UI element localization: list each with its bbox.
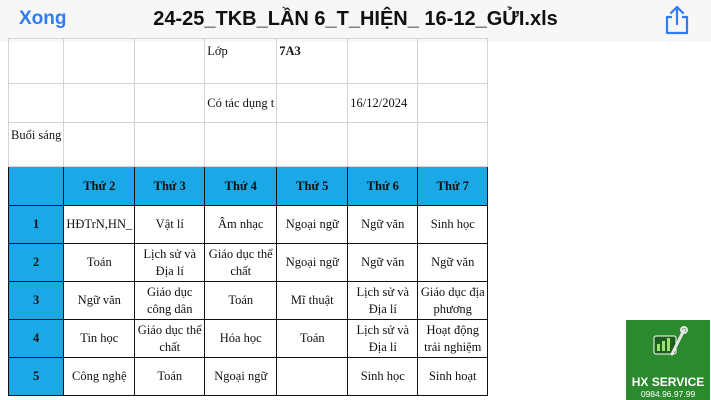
subject-cell[interactable]: Ngoại ngữ bbox=[205, 358, 277, 396]
sheet-cell[interactable] bbox=[418, 123, 488, 167]
subject-cell[interactable]: Lịch sử và Địa lí bbox=[348, 282, 418, 320]
watermark-brand: HX SERVICE bbox=[631, 375, 705, 389]
period-row bbox=[9, 244, 488, 282]
subject-cell[interactable] bbox=[277, 358, 348, 396]
sheet-cell[interactable] bbox=[9, 39, 64, 84]
sheet-cell[interactable] bbox=[277, 84, 348, 123]
share-icon[interactable] bbox=[662, 4, 692, 36]
sheet-cell[interactable] bbox=[205, 123, 277, 167]
class-value[interactable]: 7A3 bbox=[277, 39, 348, 84]
subject-cell[interactable]: Hoạt động trải nghiệm bbox=[418, 320, 488, 358]
sheet-cell[interactable] bbox=[418, 39, 488, 84]
repair-logo-icon bbox=[648, 324, 688, 364]
day-header[interactable]: Thứ 3 bbox=[135, 167, 205, 206]
period-number[interactable]: 1 bbox=[9, 206, 64, 244]
period-number[interactable]: 3 bbox=[9, 282, 64, 320]
header-corner-cell[interactable] bbox=[9, 167, 64, 206]
sheet-cell[interactable] bbox=[135, 123, 205, 167]
subject-cell[interactable]: Sinh hoạt bbox=[418, 358, 488, 396]
day-header[interactable]: Thứ 6 bbox=[348, 167, 418, 206]
class-label[interactable]: Lớp bbox=[205, 39, 277, 84]
period-row bbox=[9, 282, 488, 320]
subject-cell[interactable]: Toán bbox=[135, 358, 205, 396]
period-row bbox=[9, 358, 488, 396]
subject-cell[interactable]: Ngoại ngữ bbox=[277, 244, 348, 282]
effective-label[interactable]: Có tác dụng t bbox=[205, 84, 277, 123]
subject-cell[interactable]: Ngữ văn bbox=[348, 206, 418, 244]
timetable-sheet bbox=[8, 38, 488, 396]
subject-cell[interactable]: Lịch sử và Địa lí bbox=[348, 320, 418, 358]
done-button[interactable]: Xong bbox=[19, 8, 67, 29]
sheet-cell[interactable] bbox=[418, 84, 488, 123]
sheet-cell[interactable] bbox=[64, 123, 135, 167]
subject-cell[interactable]: Ngoại ngữ bbox=[277, 206, 348, 244]
subject-cell[interactable]: Giáo dục địa phương bbox=[418, 282, 488, 320]
file-title: 24-25_TKB_LẦN 6_T_HIỆN_ 16-12_GỬI.xls bbox=[153, 8, 558, 30]
period-row bbox=[9, 320, 488, 358]
subject-cell[interactable]: Mĩ thuật bbox=[277, 282, 348, 320]
period-number[interactable]: 4 bbox=[9, 320, 64, 358]
period-number[interactable]: 2 bbox=[9, 244, 64, 282]
subject-cell[interactable]: Sinh học bbox=[418, 206, 488, 244]
subject-cell[interactable]: Ngữ văn bbox=[64, 282, 135, 320]
subject-cell[interactable]: Âm nhạc bbox=[205, 206, 277, 244]
subject-cell[interactable]: Giáo dục thể chất bbox=[205, 244, 277, 282]
subject-cell[interactable]: Hóa học bbox=[205, 320, 277, 358]
session-label[interactable]: Buổi sáng bbox=[9, 123, 64, 167]
navigation-bar bbox=[0, 0, 711, 42]
period-number[interactable]: 5 bbox=[9, 358, 64, 396]
subject-cell[interactable]: Lịch sử và Địa lí bbox=[135, 244, 205, 282]
subject-cell[interactable]: Ngữ văn bbox=[348, 244, 418, 282]
subject-cell[interactable]: Toán bbox=[205, 282, 277, 320]
subject-cell[interactable]: Tin học bbox=[64, 320, 135, 358]
subject-cell[interactable]: Giáo dục thể chất bbox=[135, 320, 205, 358]
subject-cell[interactable]: HĐTrN,HN_ bbox=[64, 206, 135, 244]
subject-cell[interactable]: Sinh học bbox=[348, 358, 418, 396]
day-header[interactable]: Thứ 7 bbox=[418, 167, 488, 206]
subject-cell[interactable]: Công nghệ bbox=[64, 358, 135, 396]
subject-cell[interactable]: Ngữ văn bbox=[418, 244, 488, 282]
sheet-cell[interactable] bbox=[348, 39, 418, 84]
subject-cell[interactable]: Giáo dục công dân bbox=[135, 282, 205, 320]
period-row bbox=[9, 206, 488, 244]
subject-cell[interactable]: Toán bbox=[64, 244, 135, 282]
sheet-cell[interactable] bbox=[348, 123, 418, 167]
sheet-cell[interactable] bbox=[64, 84, 135, 123]
day-header[interactable]: Thứ 5 bbox=[277, 167, 348, 206]
day-header[interactable]: Thứ 4 bbox=[205, 167, 277, 206]
sheet-cell[interactable] bbox=[135, 39, 205, 84]
sheet-cell[interactable] bbox=[277, 123, 348, 167]
sheet-cell[interactable] bbox=[64, 39, 135, 84]
effective-date[interactable]: 16/12/2024 bbox=[348, 84, 418, 123]
watermark-phone: 0984.96.97.99 bbox=[640, 389, 696, 399]
sheet-cell[interactable] bbox=[135, 84, 205, 123]
subject-cell[interactable]: Vật lí bbox=[135, 206, 205, 244]
day-header[interactable]: Thứ 2 bbox=[64, 167, 135, 206]
sheet-cell[interactable] bbox=[9, 84, 64, 123]
watermark-badge bbox=[626, 320, 710, 400]
subject-cell[interactable]: Toán bbox=[277, 320, 348, 358]
